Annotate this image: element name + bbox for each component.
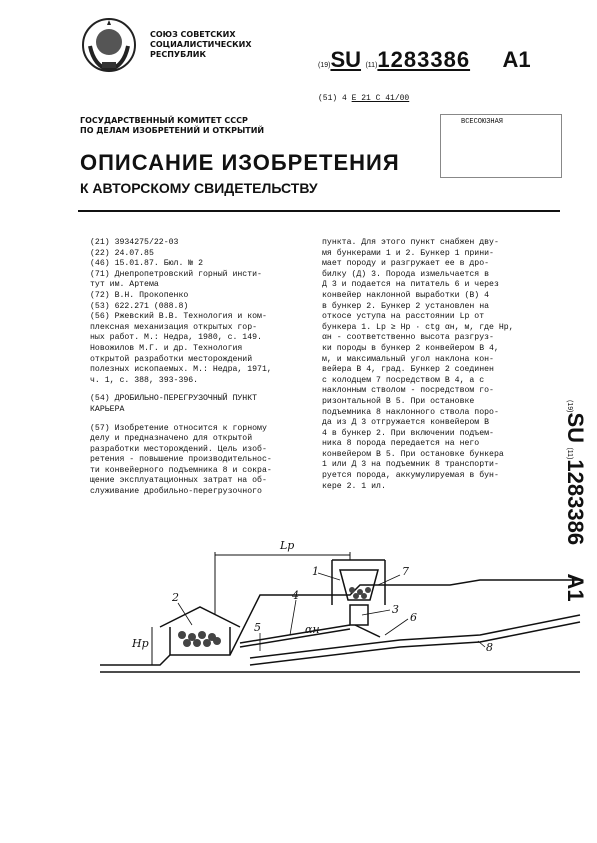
abstract-line: мает породу и разгружает ее в дро- bbox=[322, 259, 490, 269]
label-hp: Hр bbox=[132, 637, 149, 650]
right-column bbox=[322, 238, 560, 492]
abstract-line: руется порода, аккумулируемая в бун- bbox=[322, 471, 499, 481]
label-8: 8 bbox=[486, 641, 493, 654]
biblio-line: плексная механизация открытых гор- bbox=[90, 322, 258, 332]
abstract-line: кере 2. 1 ил. bbox=[322, 481, 386, 491]
org-line: СОЦИАЛИСТИЧЕСКИХ bbox=[150, 40, 252, 49]
biblio-line: ных работ. М.: Недра, 1980, с. 149. bbox=[90, 333, 262, 343]
abstract-line: бункера 1. Lр ≥ Hр · ctg αн, м, где Hр, bbox=[322, 322, 514, 332]
abstract-line: подъемника 8 наклонного ствола поро- bbox=[322, 407, 499, 417]
abstract-line: вейера В 4, град. Бункер 2 соединен bbox=[322, 365, 494, 375]
document-title: ОПИСАНИЕ ИЗОБРЕТЕНИЯ bbox=[80, 150, 400, 175]
abstract-line: ки породы в бункер 2 конвейером В 4, bbox=[322, 343, 499, 353]
abstract-line: билку (Д) 3. Порода измельчается в bbox=[322, 269, 490, 279]
abstract-line: ризонтальной В 5. При остановке bbox=[322, 396, 475, 406]
side-code-19: (19) bbox=[566, 400, 573, 413]
abstract-line: служивание дробильно-перегрузочного bbox=[90, 487, 262, 497]
ipc-code-label: (51) 4 bbox=[318, 94, 347, 103]
label-5: 5 bbox=[254, 621, 261, 634]
abstract-line: делу и предназначено для открытой bbox=[90, 434, 253, 444]
biblio-line: (46) 15.01.87. Бюл. № 2 bbox=[90, 259, 204, 269]
abstract-line: в бункер 2. Бункер 2 установлен на bbox=[322, 301, 490, 311]
label-7: 7 bbox=[402, 565, 409, 578]
committee-line: ПО ДЕЛАМ ИЗОБРЕТЕНИЙ И ОТКРЫТИЙ bbox=[80, 126, 265, 135]
label-6: 6 bbox=[410, 611, 417, 624]
label-1: 1 bbox=[312, 565, 319, 578]
code-11: (11) bbox=[365, 62, 378, 69]
abstract-line: (57) Изобретение относится к горному bbox=[90, 423, 267, 433]
patent-number-line bbox=[318, 47, 531, 73]
invention-title-line: КАРЬЕРА bbox=[90, 404, 125, 414]
abstract-line: 4 в бункер 2. При включении подъем- bbox=[322, 428, 494, 438]
abstract-line: с колодцем 7 посредством В 4, а с bbox=[322, 375, 485, 385]
stamp-text: ВСЕСОЮЗНАЯ bbox=[461, 118, 504, 126]
library-stamp bbox=[440, 114, 562, 178]
abstract-line: щение эксплуатационных затрат на об- bbox=[90, 476, 267, 486]
document-subtitle: К АВТОРСКОМУ СВИДЕТЕЛЬСТВУ bbox=[80, 180, 318, 196]
code-19: (19) bbox=[318, 62, 331, 69]
side-code-11: (11) bbox=[566, 447, 573, 460]
abstract-line: ретения - повышение производительнос- bbox=[90, 455, 272, 465]
side-number: 1283386 bbox=[563, 459, 588, 546]
label-4: 4 bbox=[292, 589, 299, 602]
side-kind: A1 bbox=[563, 573, 588, 602]
abstract-line: да из Д 3 отгружается конвейером В bbox=[322, 418, 490, 428]
country-code: SU bbox=[330, 47, 362, 72]
side-country-code: SU bbox=[563, 412, 588, 444]
abstract-line: откосе уступа на расстоянии Lр от bbox=[322, 312, 485, 322]
abstract-line: м, и максимальный угол наклона кон- bbox=[322, 354, 494, 364]
left-column bbox=[90, 238, 312, 498]
biblio-line: полезных ископаемых. М.: Недра, 1971, bbox=[90, 365, 272, 375]
abstract-line: мя бункерами 1 и 2. Бункер 1 прини- bbox=[322, 248, 494, 258]
biblio-line: Новожилов М.Г. и др. Технология bbox=[90, 343, 243, 353]
ipc-class: E 21 C 41/00 bbox=[351, 94, 410, 103]
title-divider bbox=[78, 210, 560, 212]
org-line: СОЮЗ СОВЕТСКИХ bbox=[150, 30, 236, 39]
biblio-line: открытой разработки месторождений bbox=[90, 354, 253, 364]
kind-code: A1 bbox=[502, 47, 531, 72]
country-block bbox=[150, 30, 252, 60]
technical-drawing bbox=[100, 539, 580, 730]
abstract-line: наклонным стволом - посредством го- bbox=[322, 386, 494, 396]
patent-number: 1283386 bbox=[377, 47, 471, 72]
label-2: 2 bbox=[172, 591, 179, 604]
ipc-line bbox=[318, 94, 409, 103]
org-line: РЕСПУБЛИК bbox=[150, 50, 207, 59]
abstract-line: ти конвейерного подъемника 8 и сокра- bbox=[90, 465, 272, 475]
label-3: 3 bbox=[392, 603, 399, 616]
abstract-line: 1 или Д 3 на подъемник 8 транспорти- bbox=[322, 460, 499, 470]
biblio-line: ч. 1, с. 388, 393-396. bbox=[90, 375, 199, 385]
label-lp: Lр bbox=[280, 539, 295, 552]
abstract-line: конвейер наклонной выработки (В) 4 bbox=[322, 290, 490, 300]
abstract-line: Д 3 и подается на питатель 6 и через bbox=[322, 280, 499, 290]
committee-line: ГОСУДАРСТВЕННЫЙ КОМИТЕТ СССР bbox=[80, 116, 248, 125]
abstract-line: разработки месторождений. Цель изоб- bbox=[90, 444, 267, 454]
biblio-line: (22) 24.07.85 bbox=[90, 248, 154, 258]
invention-title-line: (54) ДРОБИЛЬНО-ПЕРЕГРУЗОЧНЫЙ ПУНКТ bbox=[90, 394, 258, 404]
biblio-line: (56) Ржевский В.В. Технология и ком- bbox=[90, 312, 267, 322]
abstract-line: пункта. Для этого пункт снабжен дву- bbox=[322, 238, 499, 247]
committee-block bbox=[80, 116, 264, 136]
biblio-line: (72) В.Н. Прокопенко bbox=[90, 290, 189, 300]
abstract-line: ника 8 порода передается на него bbox=[322, 439, 480, 449]
biblio-line: (53) 622.271 (088.8) bbox=[90, 301, 189, 311]
abstract-line: αн - соответственно высота разгруз- bbox=[322, 333, 494, 343]
label-alpha: αн bbox=[305, 623, 320, 636]
biblio-line: тут им. Артема bbox=[90, 280, 159, 290]
biblio-line: (71) Днепропетровский горный инсти- bbox=[90, 269, 262, 279]
ussr-emblem bbox=[80, 16, 138, 74]
biblio-line: (21) 3934275/22-03 bbox=[90, 238, 179, 247]
abstract-line: конвейером В 5. При остановке бункера bbox=[322, 449, 504, 459]
